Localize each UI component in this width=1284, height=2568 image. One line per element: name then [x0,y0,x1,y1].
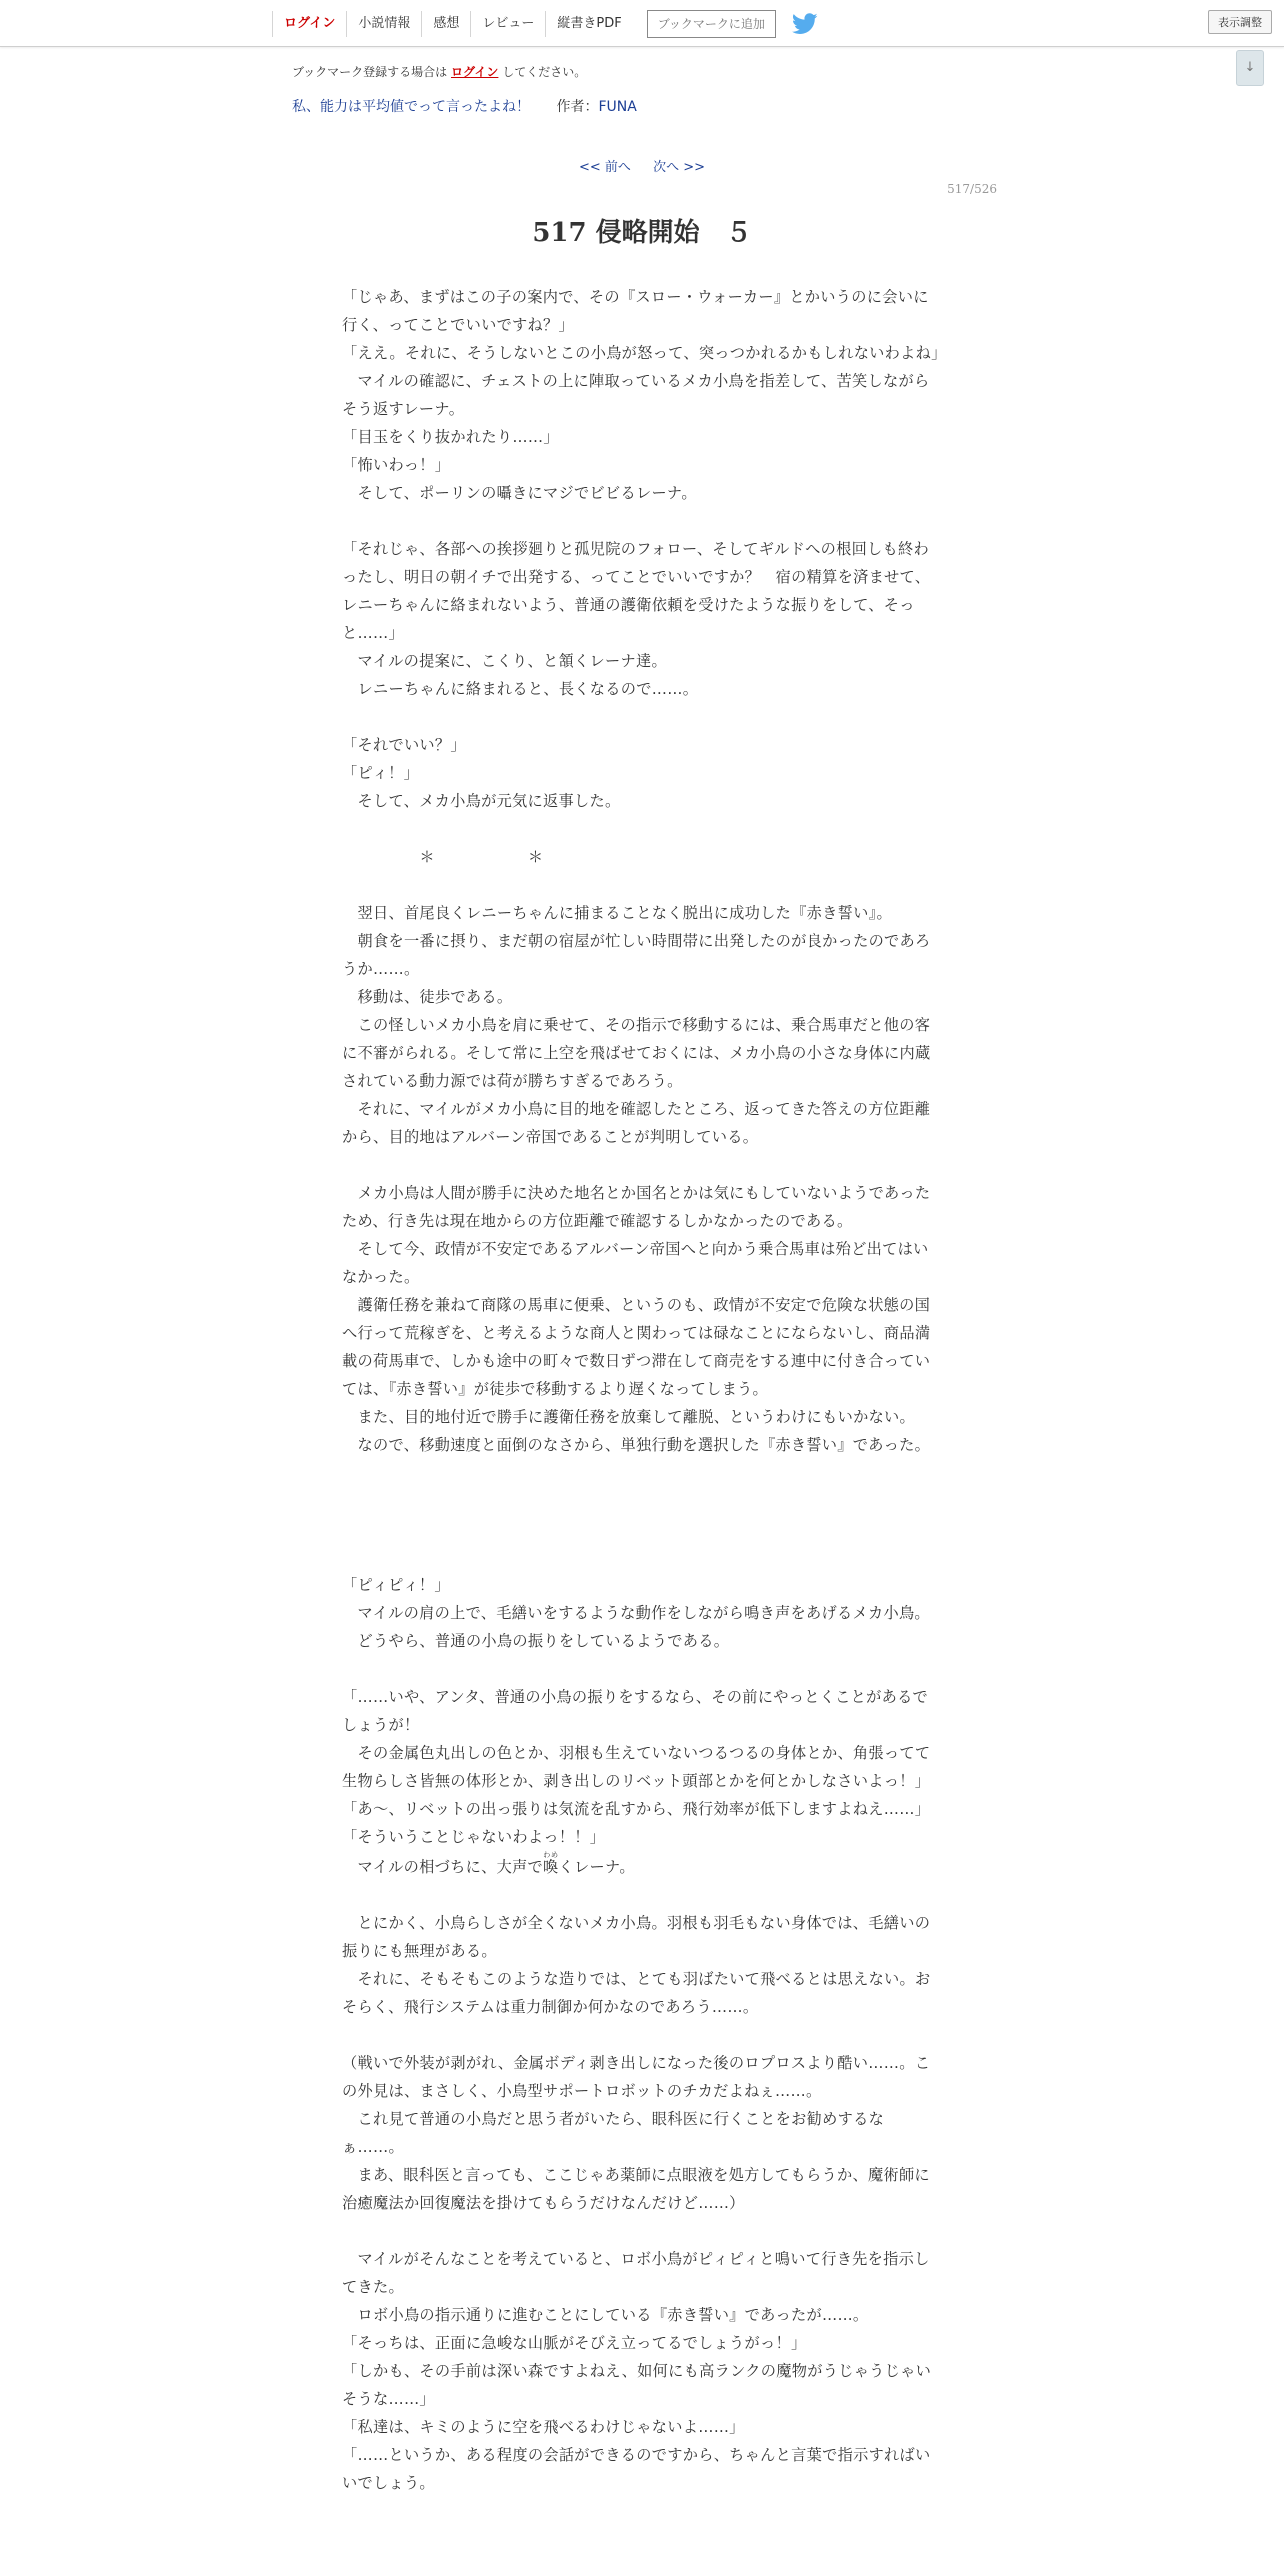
paragraph: とにかく、小鳥らしさが全くないメカ小鳥。羽根も羽毛もない身体では、毛繕いの振りにも無理がある。 [342,1914,931,1960]
paragraph: マイルの肩の上で、毛繕いをするような動作をしながら鳴き声をあげるメカ小鳥。 [342,1604,930,1622]
blank-line [342,1487,942,1515]
paragraph: また、目的地付近で勝手に護衛任務を放棄して離脱、というわけにもいかない。 [342,1408,916,1426]
blank-line [342,1543,942,1571]
paragraph: 「私達は、キミのように空を飛べるわけじゃないよ……」 [342,2418,745,2436]
blank-line [342,1459,942,1487]
paragraph: その金属色丸出しの色とか、羽根も生えていないつるつるの身体とか、角張ってて生物らしさ皆無の体形とか、剥き出しのリベット頭部とかを何とかしなさいよっ！」 [342,1744,931,1790]
nav-vertical-pdf[interactable]: 縦書きPDF [545,11,632,37]
paragraph: マイルがそんなことを考えていると、ロボ小鳥がピィピィと鳴いて行き先を指示してきた。 [342,2250,930,2296]
paragraph: メカ小鳥は人間が勝手に決めた地名とか国名とかは気にもしていないようであったため、行き先は現在地からの方位距離で確認するしかなかったのである。 [342,1184,931,1230]
paragraph: それに、マイルがメカ小鳥に目的地を確認したところ、返ってきた答えの方位距離から、目的地はアルバーン帝国であることが判明している。 [342,1100,931,1146]
paragraph: 「それじゃ、各部への挨拶廻りと孤児院のフォロー、そしてギルドへの根回しも終わったし、明日の朝イチで出発する、ってことでいいですか？ 宿の精算を済ませて、レニーちゃんに絡まれないよう、普通の護衛依頼を受けたような振りをして、そっと……」 [342,540,931,642]
paragraph: （戦いで外装が剥がれ、金属ボディ剥き出しになった後のロプロスより酷い……。この外見は、まさしく、小鳥型サポートロボットのチカだよねぇ……。 [342,2054,931,2100]
paragraph: 「……いや、アンタ、普通の小鳥の振りをするなら、その前にやっとくことがあるでしょうが！ [342,1688,928,1734]
paragraph: 「……というか、ある程度の会話ができるのですから、ちゃんと言葉で指示すればいいでしょう。 [342,2446,931,2492]
ruby-text [543,1851,559,1876]
paragraph: 朝食を一番に摂り、まだ朝の宿屋が忙しい時間帯に出発したのが良かったのであろうか……。 [342,932,931,978]
display-settings-button[interactable]: 表示調整 [1208,10,1272,34]
chapter-title: 517 侵略開始 ５ [532,218,752,248]
paragraph: そして、ポーリンの囁きにマジでビビるレーナ。 [342,484,697,502]
nav-login[interactable]: ログイン [272,11,346,37]
paragraph: 翌日、首尾良くレニーちゃんに捕まることなく脱出に成功した『赤き誓い』。 [342,904,892,922]
blank-line [342,1655,942,1683]
ruby-reading: わめ [543,1851,559,1859]
novel-body-text [342,283,947,2497]
scroll-down-button[interactable]: ↓ [1236,50,1264,86]
paragraph: 「目玉をくり抜かれたり……」 [342,428,559,446]
blank-line [342,507,942,535]
ruby-base: 喚 [543,1858,559,1876]
paragraph: 「怖いわっ！」 [342,456,451,474]
paragraph: 「ええ。それに、そうしないとこの小鳥が怒って、突っつかれるかもしれないわよね」 [342,344,947,362]
top-navigation-bar [0,0,1284,47]
paragraph: 「しかも、その手前は深い森ですよねえ、如何にも高ランクの魔物がうじゃうじゃいそうな……」 [342,2362,932,2408]
blank-line [342,703,942,731]
paragraph: この怪しいメカ小鳥を肩に乗せて、その指示で移動するには、乗合馬車だと他の客に不審がられる。そして常に上空を飛ばせておくには、メカ小鳥の小さな身体に内蔵されている動力源では荷が勝ちすぎるであろう。 [342,1016,931,1090]
blank-line [342,871,942,899]
nav-review[interactable]: レビュー [470,11,545,37]
paragraph: これ見て普通の小鳥だと思う者がいたら、眼科医に行くことをお勧めするなぁ……。 [342,2110,885,2156]
paragraph: マイルの確認に、チェストの上に陣取っているメカ小鳥を指差して、苦笑しながらそう返すレーナ。 [342,372,930,418]
paragraph: 「そっちは、正面に急峻な山脈がそびえ立ってるでしょうがっ！」 [342,2334,807,2352]
blank-line [342,815,942,843]
paragraph: 「それでいい？」 [342,736,466,754]
blank-line [342,1515,942,1543]
paragraph: ロボ小鳥の指示通りに進むことにしている『赤き誓い』であったが……。 [342,2306,869,2324]
blank-line [342,1881,942,1909]
blank-line [342,1151,942,1179]
nav-novel-info[interactable]: 小説情報 [346,11,421,37]
nav-impressions[interactable]: 感想 [421,11,470,37]
chapter-pager [0,156,1284,175]
paragraph: まあ、眼科医と言っても、ここじゃあ薬師に点眼液を処方してもらうか、魔術師に治癒魔法か回復魔法を掛けてもらうだけなんだけど……） [342,2166,930,2212]
paragraph: 「あ～、リベットの出っ張りは気流を乱すから、飛行効率が低下しますよねえ……」 [342,1800,931,1818]
paragraph: そして、メカ小鳥が元気に返事した。 [342,792,621,810]
blank-line [342,2021,942,2049]
paragraph: それに、そもそもこのような造りでは、とても羽ばたいて飛べるとは思えない。おそらく、飛行システムは重力制御か何かなのであろう……。 [342,1970,931,2016]
novel-title-link[interactable]: 私、能力は平均値でって言ったよね！ [292,99,530,115]
paragraph: 移動は、徒歩である。 [342,988,513,1006]
chapter-number: 517/526 [947,182,997,196]
author-link[interactable]: FUNA [598,99,637,115]
paragraph: レニーちゃんに絡まれると、長くなるので……。 [342,680,699,698]
paragraph: どうやら、普通の小鳥の振りをしているようである。 [342,1632,730,1650]
paragraph: マイルの提案に、こくり、と頷くレーナ達。 [342,652,667,670]
ruby-paragraph-after: くレーナ。 [558,1858,635,1876]
ruby-paragraph-before: マイルの相づちに、大声で [342,1858,544,1876]
main-nav [272,10,818,38]
paragraph: 「じゃあ、まずはこの子の案内で、その『スロー・ウォーカー』とかいうのに会いに行く、ってことでいいですね？」 [342,288,929,334]
add-bookmark-button[interactable]: ブックマークに追加 [647,10,776,38]
paragraph: 「ピィピィ！」 [342,1576,450,1594]
ruby-paragraph [342,1851,942,1881]
twitter-bird-icon[interactable] [792,13,818,35]
paragraph: ＊ ＊ [342,848,544,866]
paragraph: 「そういうことじゃないわよっ！！」 [342,1828,606,1846]
author-label: 作者： [556,99,599,115]
paragraph: なので、移動速度と面倒のなさから、単独行動を選択した『赤き誓い』であった。 [342,1436,931,1454]
bookmark-note-before: ブックマーク登録する場合は [292,65,448,79]
blank-line [342,2217,942,2245]
paragraph: 護衛任務を兼ねて商隊の馬車に便乗、というのも、政情が不安定で危険な状態の国へ行って荒稼ぎを、と考えるような商人と関わっては碌なことにならないし、商品満載の荷馬車で、しかも途中の町々で数日ずつ滞在して商売をする連中に付き合っていては、『赤き誓い』が徒歩で移動するより遅くなってしまう。 [342,1296,931,1398]
novel-title-bar [292,96,637,116]
bookmark-login-note [292,63,586,80]
bookmark-login-link[interactable]: ログイン [451,65,499,79]
bookmark-note-after: してください。 [502,65,587,79]
next-chapter-link[interactable]: 次へ >> [653,160,705,175]
prev-chapter-link[interactable]: << 前へ [579,160,631,175]
paragraph: 「ピィ！」 [342,764,420,782]
paragraph: そして今、政情が不安定であるアルバーン帝国へと向かう乗合馬車は殆ど出てはいなかった。 [342,1240,929,1286]
